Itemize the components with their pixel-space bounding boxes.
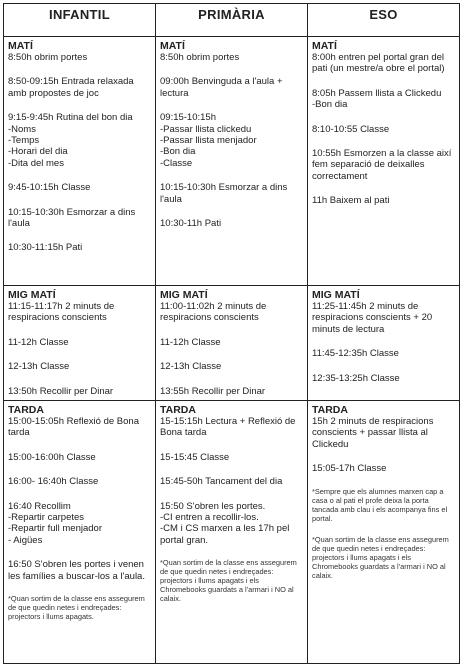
schedule-item: 16:40 Recollim -Repartir carpetes -Repartir full menjador - Aigües [8, 500, 102, 546]
section-title: TARDA [8, 404, 44, 417]
section-title: MIG MATÍ [160, 289, 208, 301]
schedule-item: 11:15-11:17h 2 minuts de respiracions conscients [8, 301, 115, 324]
schedule-item: 12-13h Classe [160, 361, 222, 373]
schedule-item: 15-15:15h Lectura + Reflexió de Bona tarda [160, 416, 296, 439]
schedule-item: 16:50 S'obren les portes i venen les famílies a buscar-los a l'aula. [8, 559, 145, 582]
schedule-item: 8:00h entren pel portal gran del pati (un mestre/a obre el portal) [312, 52, 445, 75]
section-title: MATÍ [312, 40, 337, 52]
cell-tarda-eso [308, 401, 460, 664]
schedule-item: 8:10-10:55 Classe [312, 123, 390, 135]
cell-mig-mati-primaria [156, 286, 308, 401]
cell-tarda-primaria [156, 401, 308, 664]
row-mati [4, 37, 460, 286]
schedule-item: 12-13h Classe [8, 361, 70, 373]
schedule-item: 15-15:45 Classe [160, 451, 230, 463]
column-header-primaria: PRIMÀRIA [156, 4, 308, 37]
header-row [4, 4, 460, 37]
cell-mig-mati-eso [308, 286, 460, 401]
schedule-item: 13:50h Recollir per Dinar [8, 385, 114, 397]
schedule-item: 10:55h Esmorzen a la classe així fem separació de deixalles correctament [312, 148, 452, 182]
schedule-item: 8:50h obrim portes [8, 52, 88, 63]
section-title: TARDA [160, 404, 196, 417]
schedule-item: 15:05-17h Classe [312, 463, 387, 475]
schedule-item: 15:50 S'obren les portes. -CI entren a recollir-los. -CM i CS marxen a les 17h pel portal gran. [160, 500, 290, 546]
section-title: MIG MATÍ [312, 289, 360, 301]
column-header-eso: ESO [308, 4, 460, 37]
row-tarda [4, 401, 460, 664]
column-header-infantil: INFANTIL [4, 4, 156, 37]
schedule-item: 09:00h Benvinguda a l'aula + lectura [160, 76, 283, 99]
schedule-item: 12:35-13:25h Classe [312, 372, 400, 384]
schedule-item: 09:15-10:15h -Passar llista clickedu -Passar llista menjador -Bon dia -Classe [160, 112, 257, 169]
schedule-item: 15h 2 minuts de respiracions conscients + passar llista al Clickedu [312, 416, 434, 450]
cell-mati-primaria [156, 37, 308, 286]
schedule-item: 11:45-12:35h Classe [312, 348, 399, 360]
schedule-item: 11-12h Classe [160, 336, 221, 348]
schedule-item: 9:45-10:15h Classe [8, 182, 91, 194]
footnote: *Quan sortim de la classe ens assegurem de que quedin netes i endreçades: projectors i llums apagats i els Chromebooks guardats a l'armari i NO al calaix. [160, 558, 297, 604]
schedule-item: 13:55h Recollir per Dinar [160, 385, 266, 397]
schedule-item: 15:45-50h Tancament del dia [160, 476, 283, 488]
schedule-item: 10:30-11h Pati [160, 218, 222, 230]
schedule-item: 8:50h obrim portes [160, 52, 240, 63]
schedule-item: 9:15-9:45h Rutina del bon dia -Noms -Temps -Horari del dia -Dita del mes [8, 112, 133, 169]
section-title: MIG MATÍ [8, 289, 56, 301]
footnote: *Quan sortim de la classe ens assegurem de que quedin netes i endreçades: projectors i llums apagats. [8, 594, 145, 622]
schedule-table [3, 3, 460, 664]
cell-mati-eso [308, 37, 460, 286]
schedule-item: 10:15-10:30h Esmorzar a dins l'aula [8, 206, 136, 230]
cell-tarda-infantil [4, 401, 156, 664]
schedule-item: 11:00-11:02h 2 minuts de respiracions conscients [160, 301, 267, 324]
schedule-item: 15:00-15:05h Reflexió de Bona tarda [8, 416, 139, 439]
schedule-item: 10:30-11:15h Pati [8, 242, 83, 254]
footnote: *Sempre que els alumnes marxen cap a casa o al pati el profe deixa la porta tancada amb clau i els acompanya fins el portal. [312, 486, 448, 523]
schedule-item: 11:25-11:45h 2 minuts de respiracions conscients + 20 minuts de lectura [312, 301, 433, 335]
footnote: *Quan sortim de la classe ens assegurem de que quedin netes i endreçades: projectors i llums apagats i els Chromebooks guardats a l'armari i NO al calaix. [312, 534, 449, 580]
cell-mati-infantil [4, 37, 156, 286]
section-title: MATÍ [8, 40, 33, 52]
schedule-item: 10:15-10:30h Esmorzar a dins l'aula [160, 182, 288, 205]
section-title: MATÍ [160, 40, 185, 52]
section-title: TARDA [312, 404, 348, 417]
schedule-item: 11-12h Classe [8, 336, 69, 348]
schedule-item: 11h Baixem al pati [312, 195, 390, 207]
schedule-item: 15:00-16:00h Classe [8, 451, 96, 463]
cell-mig-mati-infantil [4, 286, 156, 401]
schedule-item: 8:05h Passem llista a Clickedu -Bon dia [312, 87, 442, 111]
row-mig-mati [4, 286, 460, 401]
schedule-item: 8:50-09:15h Entrada relaxada amb propostes de joc [8, 76, 134, 99]
schedule-item: 16:00- 16:40h Classe [8, 476, 99, 488]
